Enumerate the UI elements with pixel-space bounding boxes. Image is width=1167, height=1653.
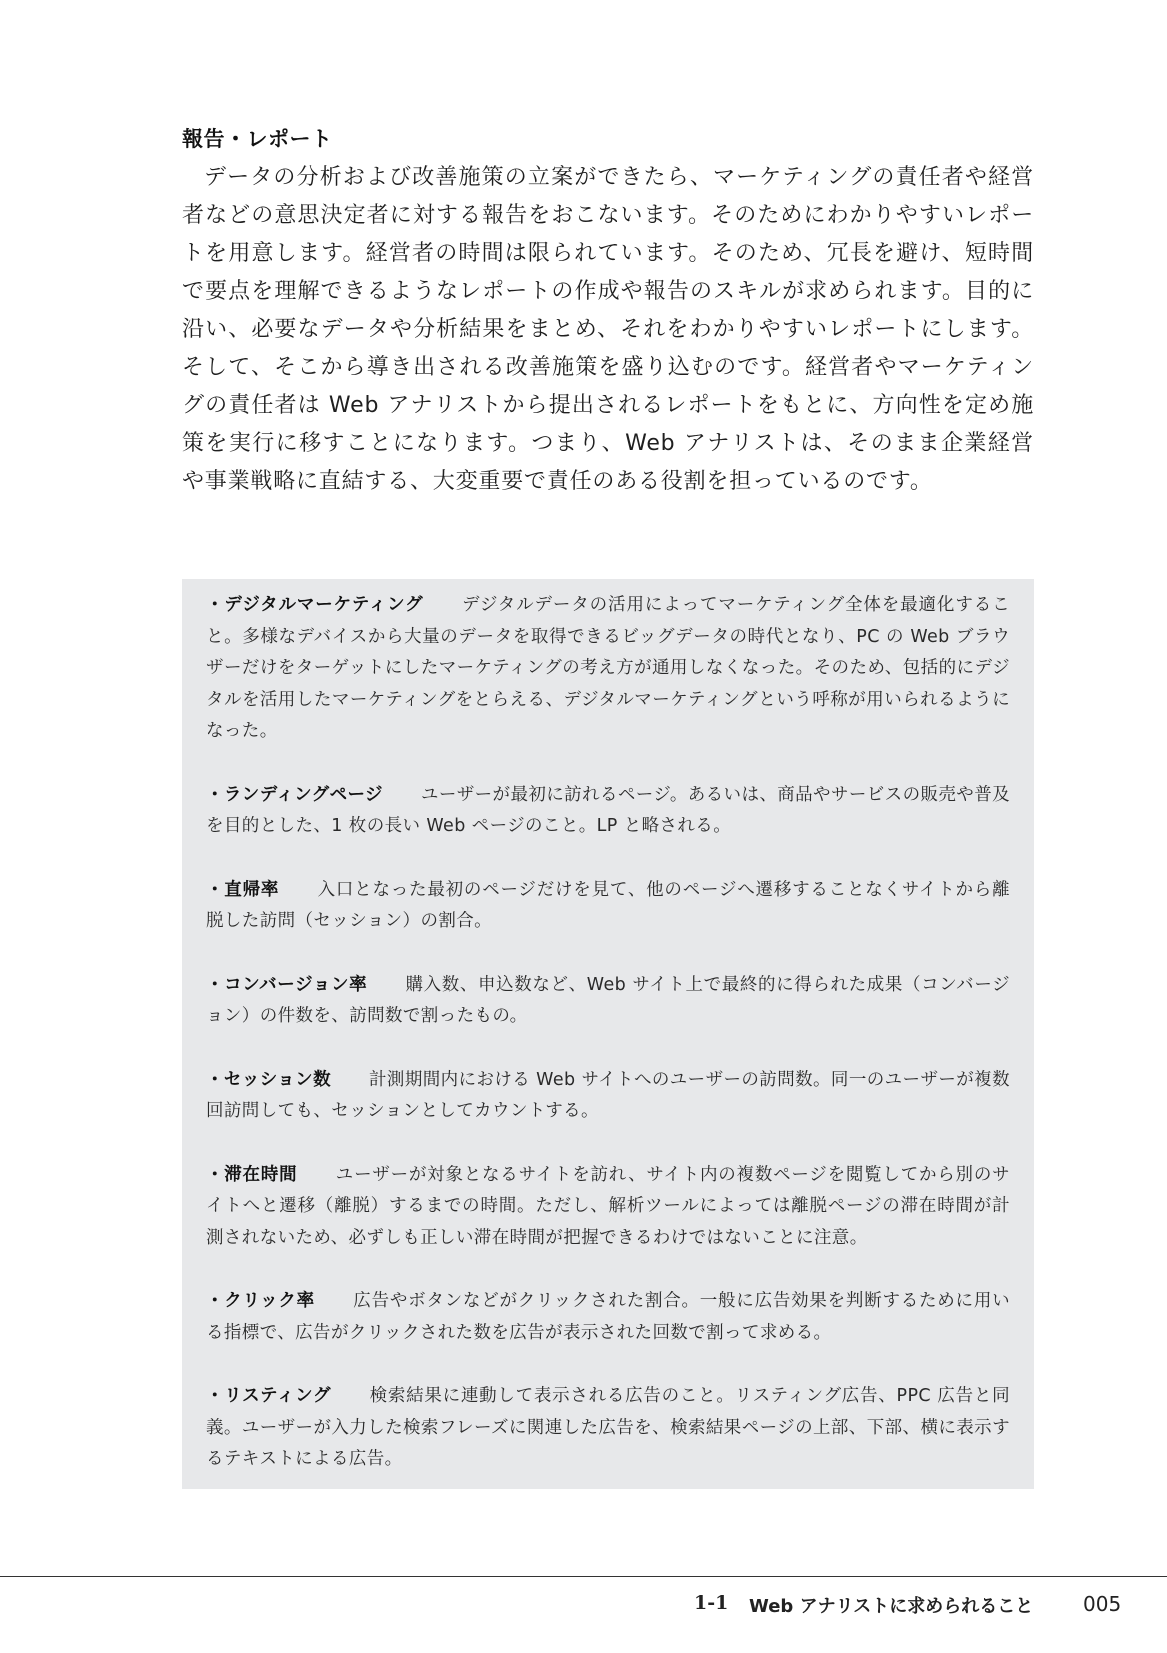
- glossary-entry-bounce-rate: [206, 875, 1010, 938]
- glossary-definition: 計測期間内における Web サイトへのユーザーの訪問数。同一のユーザーが複数回訪問しても、セッションとしてカウントする。: [206, 1069, 1010, 1121]
- section-heading: 報告・レポート: [182, 127, 333, 151]
- footer-divider: [0, 1576, 1167, 1577]
- glossary-box: [182, 579, 1034, 1489]
- glossary-term: ・コンバージョン率: [206, 974, 368, 995]
- glossary-definition: 購入数、申込数など、Web サイト上で最終的に得られた成果（コンバージョン）の件数を、訪問数で割ったもの。: [206, 974, 1010, 1026]
- glossary-entry-time-on-site: [206, 1160, 1010, 1255]
- glossary-definition: 検索結果に連動して表示される広告のこと。リスティング広告、PPC 広告と同義。ユーザーが入力した検索フレーズに関連した広告を、検索結果ページの上部、下部、横に表示するテキストによる広告。: [206, 1386, 1010, 1469]
- glossary-definition: ユーザーが最初に訪れるページ。あるいは、商品やサービスの販売や普及を目的とした、1 枚の長い Web ページのこと。LP と略される。: [206, 784, 1010, 836]
- glossary-entry-click-rate: [206, 1286, 1010, 1349]
- glossary-term: ・滞在時間: [206, 1164, 298, 1185]
- glossary-entry-landing-page: [206, 780, 1010, 843]
- glossary-term: ・ランディングページ: [206, 784, 383, 805]
- glossary-definition: デジタルデータの活用によってマーケティング全体を最適化すること。多様なデバイスから大量のデータを取得できるビッグデータの時代となり、PC の Web ブラウザーだけをターゲットにしたマーケティングの考え方が通用しなくなった。そのため、包括的にデジタルを活用したマーケティングをとらえる、デジタルマーケティングという呼称が用いられるようになった。: [206, 595, 1010, 741]
- footer-section-title: Web アナリストに求められること: [749, 1596, 1034, 1617]
- page-number: 005: [1083, 1592, 1122, 1616]
- glossary-term: ・デジタルマーケティング: [206, 595, 424, 615]
- glossary-definition: 広告やボタンなどがクリックされた割合。一般に広告効果を判断するために用いる指標で、広告がクリックされた数を広告が表示された回数で割って求める。: [206, 1291, 1011, 1343]
- glossary-entry-conversion-rate: [206, 970, 1010, 1033]
- glossary-term: ・セッション数: [206, 1069, 331, 1090]
- glossary-term: ・リスティング: [206, 1386, 332, 1406]
- footer-section-number: 1-1: [694, 1592, 729, 1614]
- glossary-definition: ユーザーが対象となるサイトを訪れ、サイト内の複数ページを閲覧してから別のサイトへと遷移（離脱）するまでの時間。ただし、解析ツールによっては離脱ページの滞在時間が計測されないため、必ずしも正しい滞在時間が把握できるわけではないことに注意。: [206, 1164, 1011, 1248]
- body-paragraph: データの分析および改善施策の立案ができたら、マーケティングの責任者や経営者などの意思決定者に対する報告をおこないます。そのためにわかりやすいレポートを用意します。経営者の時間は限られています。そのため、冗長を避け、短時間で要点を理解できるようなレポートの作成や報告のスキルが求められます。目的に沿い、必要なデータや分析結果をまとめ、それをわかりやすいレポートにします。そして、そこから導き出される改善施策を盛り込むのです。経営者やマーケティングの責任者は Web アナリストから提出されるレポートをもとに、方向性を定め施策を実行に移すことになります。つまり、Web アナリストは、そのまま企業経営や事業戦略に直結する、大変重要で責任のある役割を担っているのです。: [182, 165, 1034, 494]
- page-footer: [0, 1592, 1167, 1622]
- glossary-entry-sessions: [206, 1065, 1010, 1128]
- glossary-entry-listing: [206, 1381, 1010, 1476]
- glossary-definition: 入口となった最初のページだけを見て、他のページへ遷移することなくサイトから離脱した訪問（セッション）の割合。: [206, 879, 1010, 931]
- glossary-term: ・直帰率: [206, 879, 280, 900]
- glossary-term: ・クリック率: [206, 1291, 315, 1311]
- glossary-entry-digital-marketing: [206, 590, 1010, 748]
